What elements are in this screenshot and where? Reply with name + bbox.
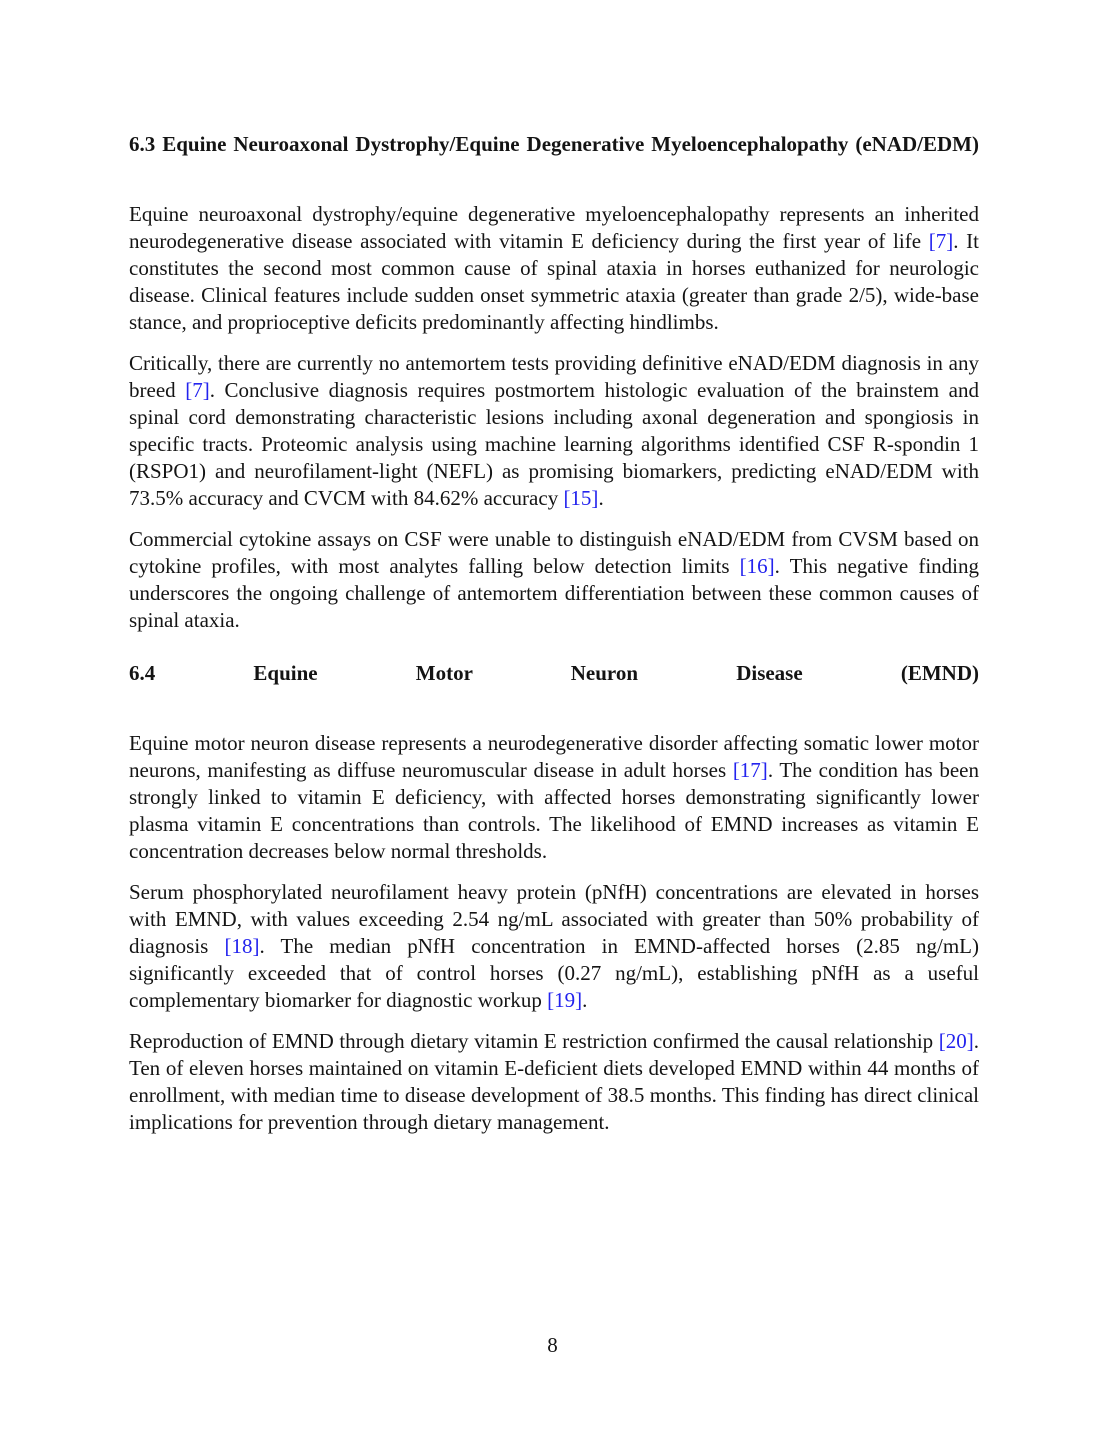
paragraph-text: Serum phosphorylated neurofilament heavy protein (pNfH) concentrations are elevated in horses with EMND, with values exceeding 2.54 ng/mL associated with greater than 50% probability of diagnosis — [129, 880, 979, 958]
paragraph — [129, 201, 979, 336]
paragraph-text: . Ten of eleven horses maintained on vitamin E-deficient diets developed EMND within 44 months of enrollment, with median time to disease development of 38.5 months. This finding has direct clinical implications for prevention through dietary management. — [129, 1029, 979, 1134]
citation-link[interactable]: [7] — [928, 229, 954, 253]
paragraph-text: . — [582, 988, 588, 1012]
section-6-4-paragraphs — [129, 730, 979, 1136]
paragraph-text: . Conclusive diagnosis requires postmortem histologic evaluation of the brainstem and spinal cord demonstrating characteristic lesions including axonal degeneration and spongiosis in specific tracts. Proteomic analysis using machine learning algorithms identified CSF R-spondin 1 (RSPO1) and neurofilament-light (NEFL) as promising biomarkers, predicting eNAD/EDM with 73.5% accuracy and CVCM with 84.62% accuracy — [129, 378, 979, 510]
citation-link[interactable]: [18] — [224, 934, 260, 958]
section-6-3-paragraphs — [129, 201, 979, 634]
citation-link[interactable]: [20] — [938, 1029, 974, 1053]
citation-link[interactable]: [7] — [185, 378, 210, 402]
paragraph-text: . The median pNfH concentration in EMND-affected horses (2.85 ng/mL) significantly exceeded that of control horses (0.27 ng/mL), establishing pNfH as a useful complementary biomarker for diagnostic workup — [129, 934, 979, 1012]
paragraph-text: . This negative finding underscores the ongoing challenge of antemortem differentiation between these common causes of spinal ataxia. — [129, 554, 980, 632]
paragraph-text: . It constitutes the second most common cause of spinal ataxia in horses euthanized for neurologic disease. Clinical features include sudden onset symmetric ataxia (greater than grade 2/5), wide-base stance, and proprioceptive deficits predominantly affecting hindlimbs. — [129, 229, 979, 334]
paragraph-text: . The condition has been strongly linked to vitamin E deficiency, with affected horses demonstrating significantly lower plasma vitamin E concentrations than controls. The likelihood of EMND increases as vitamin E concentration decreases below normal thresholds. — [129, 758, 979, 863]
paragraph-text: Reproduction of EMND through dietary vitamin E restriction confirmed the causal relationship — [129, 1029, 939, 1053]
citation-link[interactable]: [19] — [547, 988, 583, 1012]
paragraph — [129, 730, 979, 865]
paragraph — [129, 526, 979, 634]
section-heading-6-3: 6.3 Equine Neuroaxonal Dystrophy/Equine Degenerative Myeloencephalopathy (eNAD/EDM) — [129, 132, 979, 156]
paragraph-text: Commercial cytokine assays on CSF were unable to distinguish eNAD/EDM from CVSM based on cytokine profiles, with most analytes falling below detection limits — [129, 527, 979, 578]
paragraph — [129, 350, 979, 512]
citation-link[interactable]: [16] — [739, 554, 775, 578]
paragraph-text: Equine neuroaxonal dystrophy/equine degenerative myeloencephalopathy represents an inherited neurodegenerative disease associated with vitamin E deficiency during the first year of life — [129, 202, 979, 253]
text-column — [129, 131, 979, 1150]
page-number: 8 — [547, 1333, 558, 1357]
citation-link[interactable]: [15] — [563, 486, 599, 510]
paragraph — [129, 879, 979, 1014]
section-emnd — [129, 660, 979, 1136]
section-heading-6-4: 6.4 Equine Motor Neuron Disease (EMND) — [129, 661, 979, 685]
paragraph-text: Critically, there are currently no antemortem tests providing definitive eNAD/EDM diagnosis in any breed — [129, 351, 979, 402]
paragraph-text: . — [598, 486, 604, 510]
citation-link[interactable]: [17] — [732, 758, 768, 782]
paragraph-text: Equine motor neuron disease represents a neurodegenerative disorder affecting somatic lower motor neurons, manifesting as diffuse neuromuscular disease in adult horses — [129, 731, 979, 782]
section-enad-edm — [129, 131, 979, 634]
paragraph — [129, 1028, 979, 1136]
